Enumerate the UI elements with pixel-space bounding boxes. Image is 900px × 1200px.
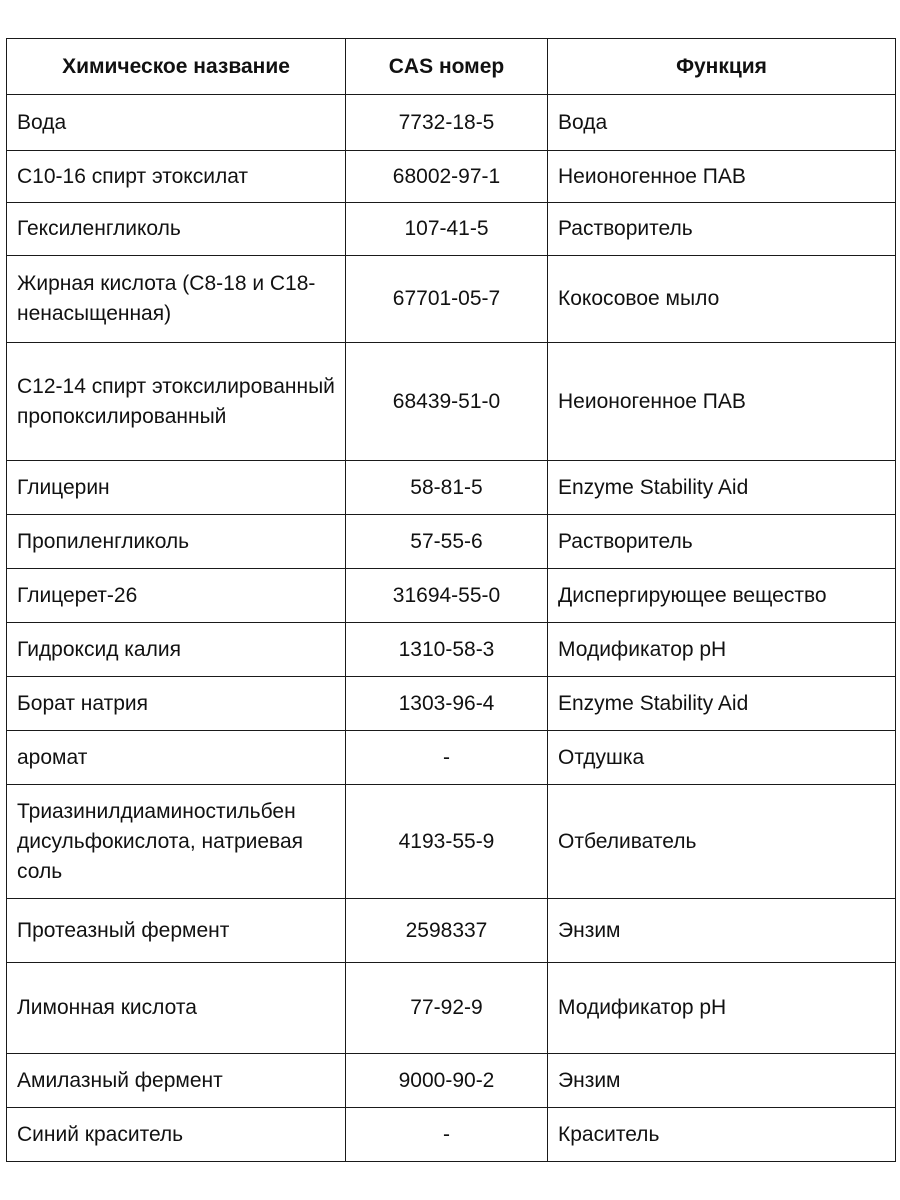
cell-function: Вода	[548, 95, 896, 151]
cell-chemical-name: Глицерет-26	[7, 569, 346, 623]
table-row	[7, 1108, 896, 1162]
cell-chemical-name: Триазинилдиаминостильбен дисульфокислота, натриевая соль	[7, 785, 346, 899]
cell-chemical-name: Гексиленгликоль	[7, 203, 346, 256]
cell-function: Энзим	[548, 1054, 896, 1108]
cell-function: Диспергирующее вещество	[548, 569, 896, 623]
cell-cas-number: 9000-90-2	[346, 1054, 548, 1108]
cell-cas-number: 1310-58-3	[346, 623, 548, 677]
cell-chemical-name: Вода	[7, 95, 346, 151]
cell-chemical-name: Гидроксид калия	[7, 623, 346, 677]
cell-chemical-name: С10-16 спирт этоксилат	[7, 151, 346, 203]
cell-function: Растворитель	[548, 515, 896, 569]
cell-cas-number: 57-55-6	[346, 515, 548, 569]
cell-function: Модификатор рН	[548, 963, 896, 1054]
table-row	[7, 515, 896, 569]
table-row	[7, 623, 896, 677]
table-row	[7, 203, 896, 256]
table-row	[7, 461, 896, 515]
cell-chemical-name: Синий краситель	[7, 1108, 346, 1162]
table-row	[7, 785, 896, 899]
cell-cas-number: 58-81-5	[346, 461, 548, 515]
cell-chemical-name: аромат	[7, 731, 346, 785]
cell-chemical-name: Глицерин	[7, 461, 346, 515]
cell-chemical-name: Протеазный фермент	[7, 899, 346, 963]
cell-chemical-name: Лимонная кислота	[7, 963, 346, 1054]
cell-cas-number: 7732-18-5	[346, 95, 548, 151]
table-row	[7, 1054, 896, 1108]
table-row	[7, 569, 896, 623]
cell-chemical-name: Амилазный фермент	[7, 1054, 346, 1108]
cell-function: Отбеливатель	[548, 785, 896, 899]
cell-function: Растворитель	[548, 203, 896, 256]
table-row	[7, 151, 896, 203]
cell-function: Энзим	[548, 899, 896, 963]
cell-function: Enzyme Stability Aid	[548, 461, 896, 515]
cell-cas-number: 68002-97-1	[346, 151, 548, 203]
cell-function: Краситель	[548, 1108, 896, 1162]
cell-cas-number: 107-41-5	[346, 203, 548, 256]
cell-function: Отдушка	[548, 731, 896, 785]
cell-chemical-name: Жирная кислота (С8-18 и С18-ненасыщенная)	[7, 256, 346, 343]
cell-cas-number: -	[346, 1108, 548, 1162]
cell-cas-number: 77-92-9	[346, 963, 548, 1054]
header-cas-number: CAS номер	[346, 39, 548, 95]
cell-cas-number: 31694-55-0	[346, 569, 548, 623]
table-row	[7, 95, 896, 151]
table-row	[7, 677, 896, 731]
ingredients-table	[6, 38, 896, 1162]
cell-chemical-name: С12-14 спирт этоксилированный пропоксилированный	[7, 343, 346, 461]
cell-function: Неионогенное ПАВ	[548, 343, 896, 461]
table-row	[7, 256, 896, 343]
cell-chemical-name: Пропиленгликоль	[7, 515, 346, 569]
table-header-row	[7, 39, 896, 95]
header-function: Функция	[548, 39, 896, 95]
cell-cas-number: 67701-05-7	[346, 256, 548, 343]
table-row	[7, 731, 896, 785]
cell-function: Модификатор рН	[548, 623, 896, 677]
header-chemical-name: Химическое название	[7, 39, 346, 95]
table-row	[7, 963, 896, 1054]
cell-cas-number: 2598337	[346, 899, 548, 963]
cell-chemical-name: Борат натрия	[7, 677, 346, 731]
table-row	[7, 343, 896, 461]
cell-function: Неионогенное ПАВ	[548, 151, 896, 203]
cell-cas-number: 68439-51-0	[346, 343, 548, 461]
cell-cas-number: 1303-96-4	[346, 677, 548, 731]
cell-cas-number: 4193-55-9	[346, 785, 548, 899]
cell-function: Кокосовое мыло	[548, 256, 896, 343]
table-row	[7, 899, 896, 963]
cell-function: Enzyme Stability Aid	[548, 677, 896, 731]
cell-cas-number: -	[346, 731, 548, 785]
